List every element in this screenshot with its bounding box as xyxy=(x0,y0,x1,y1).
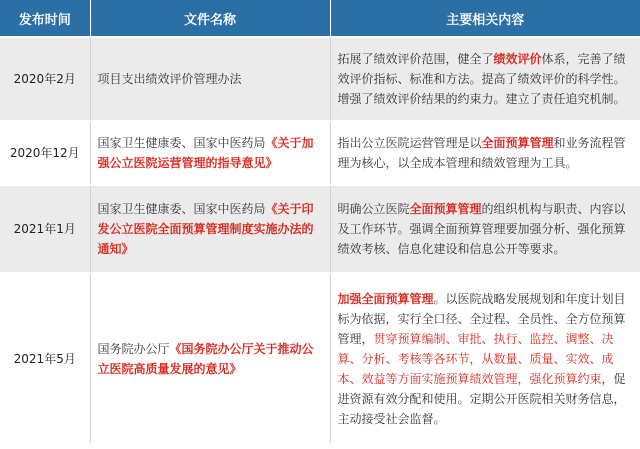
release-date-cell: 2020年2月 xyxy=(0,37,90,121)
document-title: 《关于印发公立医院全面预算管理制度实施办法的通知》 xyxy=(97,202,314,256)
table-row xyxy=(0,185,640,273)
content-text: 的组织机构与职责、内容以及工作环节。强调全面预算管理要加强分析、强化预算绩效考核、信息化建设和信息公开等要求。 xyxy=(337,202,626,256)
content-cell xyxy=(330,121,640,185)
document-issuer: 国家卫生健康委、国家中医药局 xyxy=(97,136,266,150)
table-row xyxy=(0,37,640,121)
content-cell xyxy=(330,37,640,121)
document-issuer: 国务院办公厅 xyxy=(97,341,170,356)
content-text: 体系，完善了绩效评价指标、标准和方法。提高了绩效评价的科学性。增强了绩效评价结果的约束力。建立了责任追究机制。 xyxy=(337,52,626,106)
document-name-cell xyxy=(90,185,330,273)
content-highlight: 全面预算管理 xyxy=(481,136,554,150)
content-text: 和业务流程管理为核心，以全成本管理和绩效管理为工具。 xyxy=(337,136,626,170)
content-text: ，促进资源有效分配和使用。定期公开医院相关财务信息，主动接受社会监督。 xyxy=(337,371,626,426)
document-issuer: 国家卫生健康委、国家中医药局 xyxy=(97,202,266,216)
table-row xyxy=(0,121,640,185)
header-document-name: 文件名称 xyxy=(90,0,330,37)
content-text: 明确公立医院 xyxy=(337,202,410,216)
header-release-date: 发布时间 xyxy=(0,0,90,37)
header-main-content: 主要相关内容 xyxy=(330,0,640,37)
content-text: 。以医院战略发展规划和年度计划目标为依据，实行全口径、全过程、全员性、全方位预算管理， xyxy=(337,291,626,346)
document-name-cell xyxy=(90,273,330,443)
content-highlight: 全面预算管理 xyxy=(409,202,482,216)
table-row xyxy=(0,273,640,443)
content-cell xyxy=(330,185,640,273)
content-text: 指出公立医院运营管理是以 xyxy=(337,136,482,150)
content-highlight: 加强全面预算管理 xyxy=(337,291,434,306)
document-name-cell xyxy=(90,37,330,121)
release-date-cell: 2021年5月 xyxy=(0,273,90,443)
document-title: 《关于加强公立医院运营管理的指导意见》 xyxy=(97,136,314,170)
release-date-cell: 2021年1月 xyxy=(0,185,90,273)
document-issuer: 项目支出绩效评价管理办法 xyxy=(97,72,242,86)
content-cell xyxy=(330,273,640,443)
content-highlight: 绩效评价 xyxy=(493,52,542,66)
content-highlight: 贯穿预算编制、审批、执行、监控、调整、决算、分析、考核等各环节，从数量、质量、实效、成本、效益等方面实施预算绩效管理，强化预算约束 xyxy=(337,331,614,386)
content-text: 拓展了绩效评价范围，健全了 xyxy=(337,52,494,66)
release-date-cell: 2020年12月 xyxy=(0,121,90,185)
document-title: 《国务院办公厅关于推动公立医院高质量发展的意见》 xyxy=(97,341,314,376)
table-header xyxy=(0,0,640,37)
document-name-cell xyxy=(90,121,330,185)
